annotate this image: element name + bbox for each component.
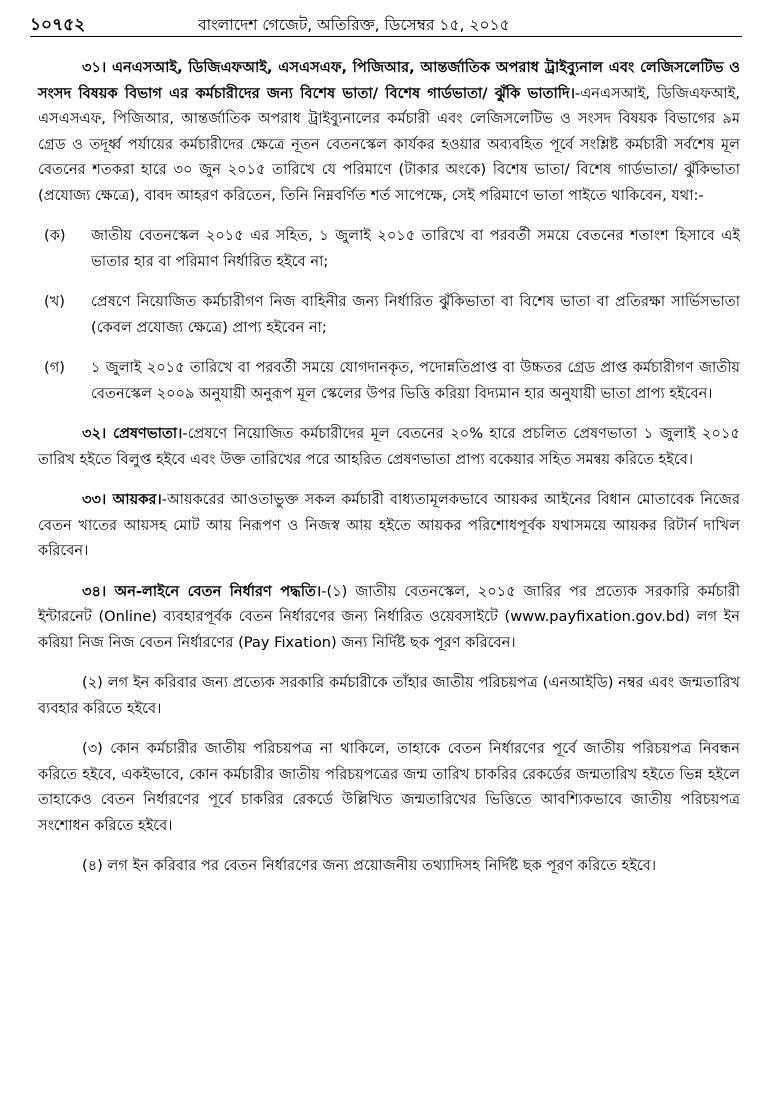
list-item-text: প্রেষণে নিয়োজিত কর্মচারীগণ নিজ বাহিনীর জন্য নির্ধারিত ঝুঁকিভাতা বা বিশেষ ভাতা বা প্রতিরক্ষা সার্ভিসভাতা (কেবল প্রযোজ্য ক্ষেত্রে) প্রাপ্য হইবেন না; xyxy=(91,293,740,336)
section-34-sub-2: (২) লগ ইন করিবার জন্য প্রত্যেক সরকারি কর্মচারীকে তাঁহার জাতীয় পরিচয়পত্র (এনআইডি) নম্বর এবং জন্মতারিখ ব্যবহার করিতে হইবে। xyxy=(38,674,740,717)
section-31 xyxy=(38,55,740,208)
section-32-body: -প্রেষণে নিয়োজিত কর্মচারীদের মূল বেতনের ২০% হারে প্রচলিত প্রেষণভাতা ১ জুলাই ২০১৫ তারিখ হইতে বিলুপ্ত হইবে এবং উক্ত তারিখের পরে আহরিত প্রেষণভাতা প্রাপ্য বকেয়ার সহিত সমন্বয় করিতে হইবে। xyxy=(38,425,740,468)
section-34-sub-4: (৪) লগ ইন করিবার পর বেতন নির্ধারণের জন্য প্রয়োজনীয় তথ্যাদিসহ নির্দিষ্ট ছক পূরণ করিতে হইবে। xyxy=(82,857,657,874)
document-body xyxy=(38,55,740,879)
gazette-title: বাংলাদেশ গেজেট, অতিরিক্ত, ডিসেম্বর ১৫, ২০১৫ xyxy=(198,16,510,34)
section-31-body: -এনএসআই, ডিজিএফআই, এসএসএফ, পিজিআর, আন্তর্জাতিক অপরাধ ট্রাইব্যুনালের কর্মচারী এবং লেজিসলেটিভ ও সংসদ বিষয়ক বিভাগের ৯ম গ্রেড ও তদূর্ধ্ব পর্যায়ের কর্মচারীদের ক্ষেত্রে নূতন বেতনস্কেল কার্যকর হওয়ার অব্যবহিত পূর্বে সংশ্লিষ্ট কর্মচারী সর্বশেষ মূল বেতনের শতকরা হারে ৩০ জুন ২০১৫ তারিখে যে পরিমাণে (টাকার অংকে) বিশেষ ভাতা/ বিশেষ গার্ডভাতা/ ঝুঁকিভাতা (প্রযোজ্য ক্ষেত্রে), বাবদ আহরণ করিতেন, তিনি নিম্নবর্ণিত শর্ত সাপেক্ষে, সেই পরিমাণে ভাতা পাইতে থাকিবেন, যথা:- xyxy=(38,84,740,204)
section-34 xyxy=(38,579,740,656)
section-33-body: -আয়করের আওতাভুক্ত সকল কর্মচারী বাধ্যতামূলকভাবে আয়কর আইনের বিধান মোতাবেক নিজের বেতন খাতের আয়সহ মোট আয় নিরূপণ ও নিজস্ব আয় হইতে আয়কর পরিশোধপূর্বক যথাসময়ে আয়কর রিটার্ন দাখিল করিবেন। xyxy=(38,491,740,559)
list-item-label: (ক) xyxy=(44,227,66,244)
section-32 xyxy=(38,421,740,472)
section-33 xyxy=(38,487,740,564)
list-item-label: (গ) xyxy=(44,359,65,376)
list-item-ka xyxy=(38,223,740,274)
list-item-ga xyxy=(38,355,740,406)
page-number: ১০৭৫২ xyxy=(30,15,86,35)
section-34-body: -(১) জাতীয় বেতনস্কেল, ২০১৫ জারির পর প্রত্যেক সরকারি কর্মচারী ইন্টারনেট (Online) ব্যবহারপূর্বক বেতন নির্ধারণের জন্য নির্ধারিত ওয়েবসাইটে (www.payfixation.gov.bd) লগ ইন করিয়া নিজ নিজ বেতন নির্ধারণের (Pay Fixation) জন্য নির্দিষ্ট ছক পূরণ করিবেন। xyxy=(38,582,740,651)
section-31-heading: ৩১। এনএসআই, ডিজিএফআই, এসএসএফ, পিজিআর, আন্তর্জাতিক অপরাধ ট্রাইব্যুনাল এবং লেজিসলেটিভ ও সংসদ বিষয়ক বিভাগ এর কর্মচারীদের জন্য বিশেষ ভাতা/ বিশেষ গার্ডভাতা/ ঝুঁকি ভাতাদি। xyxy=(38,59,740,102)
section-33-heading: ৩৩। আয়কর। xyxy=(82,491,162,508)
list-item-kha xyxy=(38,289,740,340)
list-item-text: জাতীয় বেতনস্কেল ২০১৫ এর সহিত, ১ জুলাই ২০১৫ তারিখে বা পরবর্তী সময়ে বেতনের শতাংশ হিসাবে এই ভাতার হার বা পরিমাণ নির্ধারিত হইবে না; xyxy=(91,227,740,270)
list-item-text: ১ জুলাই ২০১৫ তারিখে বা পরবর্তী সময়ে যোগদানকৃত, পদোন্নতিপ্রাপ্ত বা উচ্চতর গ্রেড প্রাপ্ত কর্মচারীগণ জাতীয় বেতনস্কেল ২০০৯ অনুযায়ী অনুরূপ মূল স্কেলের উপর ভিত্তি করিয়া বিদ্যমান হার অনুযায়ী ভাতা প্রাপ্য হইবেন। xyxy=(91,359,740,402)
section-34-sub-3: (৩) কোন কর্মচারীর জাতীয় পরিচয়পত্র না থাকিলে, তাহাকে বেতন নির্ধারণের পূর্বে জাতীয় পরিচয়পত্র নিবন্ধন করিতে হইবে, একইভাবে, কোন কর্মচারীর জাতীয় পরিচয়পত্রের জন্ম তারিখ চাকরির রেকর্ডের জন্মতারিখ হইতে ভিন্ন হইলে তাহাকেও বেতন নির্ধারণের পূর্বে চাকরির রেকর্ডে উল্লিখিত জন্মতারিখের ভিত্তিতে আবশ্যিকভাবে জাতীয় পরিচয়পত্র সংশোধন করিতে হইবে। xyxy=(38,740,740,834)
section-34-heading: ৩৪। অন-লাইনে বেতন নির্ধারণ পদ্ধতি। xyxy=(82,582,322,600)
section-32-heading: ৩২। প্রেষণভাতা। xyxy=(82,425,183,442)
page-header xyxy=(30,10,742,37)
list-item-label: (খ) xyxy=(44,293,65,310)
